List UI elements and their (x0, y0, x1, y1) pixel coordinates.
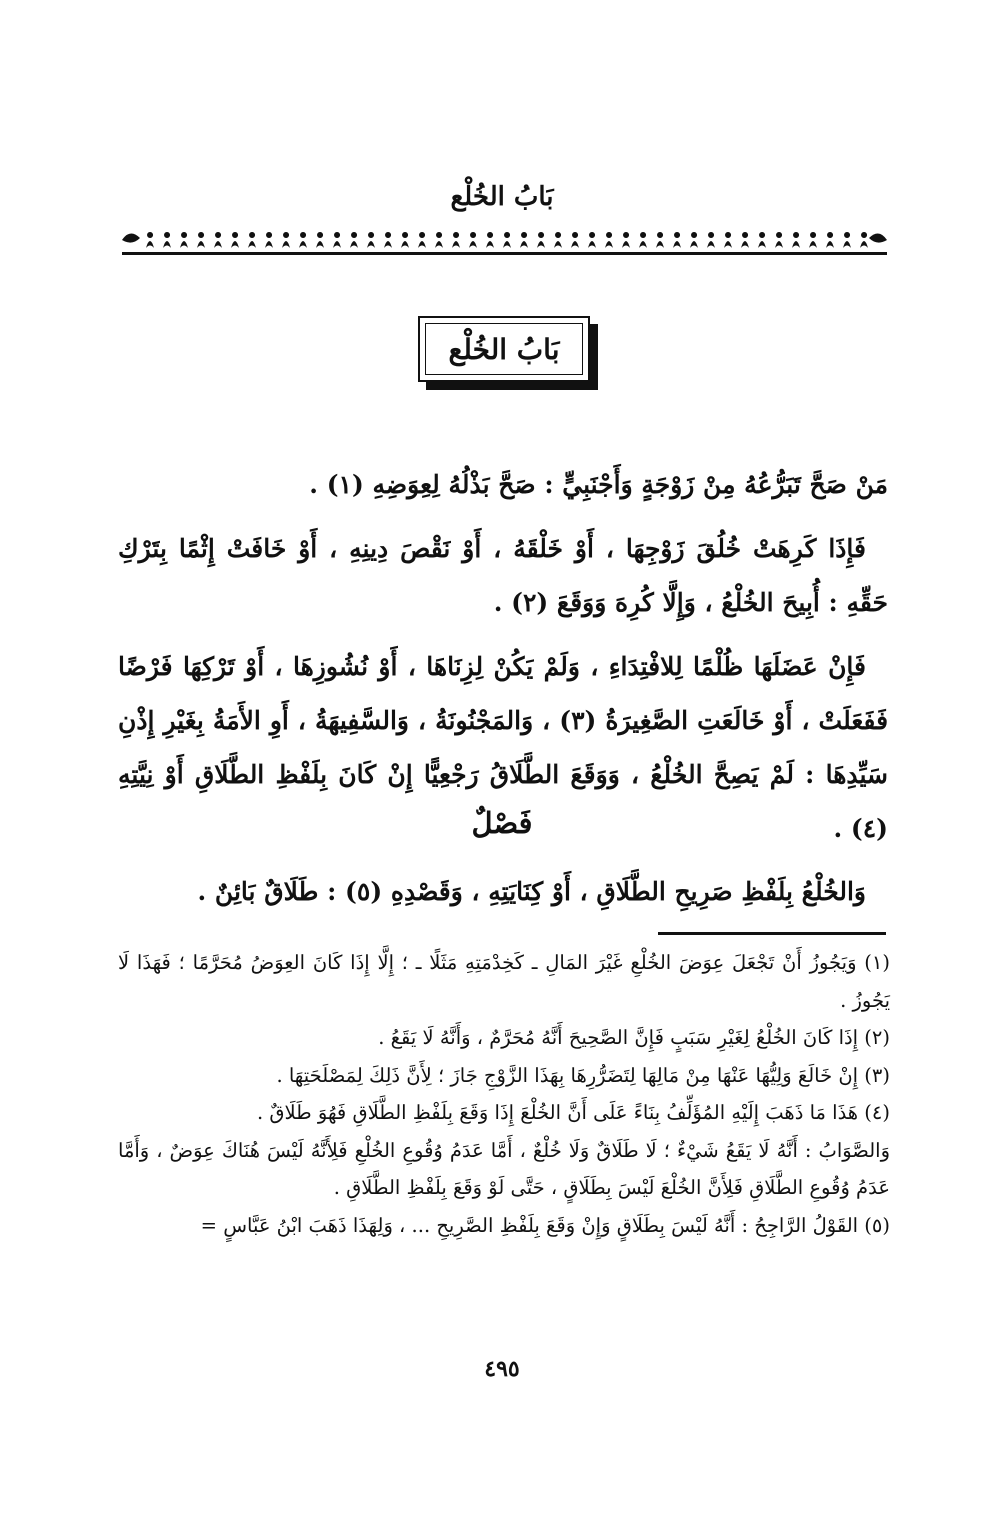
ornament-motif (435, 232, 443, 248)
ornament-motif (775, 232, 783, 248)
ornament-motif (673, 232, 681, 248)
section-heading: فَصْلٌ (471, 806, 533, 840)
chapter-title-box (418, 316, 590, 382)
ornament-motif (758, 232, 766, 248)
ornament-motif (282, 232, 290, 248)
ornament-motif (826, 232, 834, 248)
paragraph-3: فَإِنْ عَضَلَهَا ظُلْمًا لِلافْتِدَاءِ ، وَلَمْ يَكُنْ لِزِنَاهَا ، أَوْ نُشُوزِهَا ، أَوْ تَرْكِهَا فَرْضًا فَفَعَلَتْ ، أَوْ خَالَعَتِ الصَّغِيرَةُ (٣) ، وَالمَجْنُونَةُ ، وَالسَّفِيهَةُ ، أَوِ الأَمَةُ بِغَيْرِ إِذْنِ سَيِّدِهَا : لَمْ يَصِحَّ الخُلْعُ ، وَوَقَعَ الطَّلَاقُ رَجْعِيًّا إِنْ كَانَ بِلَفْظِ الطَّلَاقِ أَوْ نِيَّتِهِ (٤) . (118, 652, 889, 843)
ornament-motif (605, 232, 613, 248)
footnote-1: (١) وَيَجُوزُ أَنْ تَجْعَلَ عِوَضَ الخُلْعِ غَيْرَ المَالِ ـ كَخِدْمَتِهِ مَثَلًا ـ ؛ إِلَّا إِذَا كَانَ العِوَضُ مُحَرَّمًا ؛ فَهَذَا لَا يَجُوزُ . (118, 951, 890, 1012)
footnote-4: (٤) هَذَا مَا ذَهَبَ إِلَيْهِ المُؤَلِّفُ بِنَاءً عَلَى أَنَّ الخُلْعَ إِذَا وَقَعَ بِلَفْظِ الطَّلَاقِ فَهُوَ طَلَاقٌ . (256, 1101, 890, 1124)
ornament-motif (299, 232, 307, 248)
page-number: ٤٩٥ (484, 1356, 520, 1382)
footnote-4-continued: وَالصَّوَابُ : أَنَّهُ لَا يَقَعُ شَيْءٌ ؛ لَا طَلَاقٌ وَلَا خُلْعٌ ، أَمَّا عَدَمُ وُقُوعِ الخُلْعِ فَلِأَنَّهُ لَيْسَ هُنَاكَ عِوَضٌ ، وَأَمَّا عَدَمُ وُقُوعِ الطَّلَاقِ فَلِأَنَّ الخُلْعَ لَيْسَ بِطَلَاقٍ ، حَتَّى لَوْ وَقَعَ بِلَفْظِ الطَّلَاقِ . (118, 1138, 890, 1199)
ornament-motif (197, 232, 205, 248)
paragraph-1: مَنْ صَحَّ تَبَرُّعُهُ مِنْ زَوْجَةٍ وَأَجْنَبِيٍّ : صَحَّ بَذْلُهُ لِعِوَضِهِ (١) . (309, 470, 888, 499)
ornament-motif (180, 232, 188, 248)
ornament-motif (333, 232, 341, 248)
ornament-motif (690, 232, 698, 248)
ornament-motif (724, 232, 732, 248)
ornament-motif (248, 232, 256, 248)
ornament-motif (350, 232, 358, 248)
ornament-motif (792, 232, 800, 248)
ornament-motif (367, 232, 375, 248)
ornament-motif (622, 232, 630, 248)
ornament-motif (656, 232, 664, 248)
footnotes (118, 944, 890, 1244)
footnote-5: (٥) القَوْلُ الرَّاجِحُ : أَنَّهُ لَيْسَ بِطَلَاقٍ وَإِنْ وَقَعَ بِلَفْظِ الصَّرِيحِ ... ، وَلِهَذَا ذَهَبَ ابْنُ عَبَّاسٍ = (200, 1213, 890, 1237)
section-text (118, 866, 888, 918)
footnote-separator (658, 932, 886, 935)
ornament-motif (214, 232, 222, 248)
ornament-motif (384, 232, 392, 248)
ornament-motif (163, 232, 171, 248)
footnote-2: (٢) إِذَا كَانَ الخُلْعُ لِغَيْرِ سَبَبٍ فَإِنَّ الصَّحِيحَ أَنَّهُ مُحَرَّمٌ ، وَأَنَّهُ لَا يَقَعُ . (378, 1026, 890, 1049)
ornament-motif (571, 232, 579, 248)
ornament-motif (265, 232, 273, 248)
ornament-motif (452, 232, 460, 248)
ornament-motif (860, 232, 868, 248)
paragraph-2: فَإِذَا كَرِهَتْ خُلُقَ زَوْجِهَا ، أَوْ خَلْقَهُ ، أَوْ نَقْصَ دِينِهِ ، أَوْ خَافَتْ إِثْمًا بِتَرْكِ حَقِّهِ : أُبِيحَ الخُلْعُ ، وَإِلَّا كُرِهَ وَوَقَعَ (٢) . (118, 534, 888, 617)
ornament-motif (741, 232, 749, 248)
ornament-motif (316, 232, 324, 248)
main-text (118, 458, 888, 866)
ornament-motif (588, 232, 596, 248)
footnote-3: (٣) إِنْ خَالَعَ وَلِيُّهَا عَنْهَا مِنْ مَالِهَا لِتَضَرُّرِهَا بِهَذَا الزَّوْجِ جَازَ ؛ لِأَنَّ ذَلِكَ لِمَصْلَحَتِهَا . (276, 1063, 890, 1087)
ornament-motif (554, 232, 562, 248)
ornament-motif (146, 232, 154, 248)
ornament-motif (469, 232, 477, 248)
ornament-motif (843, 232, 851, 248)
running-head: بَابُ الخُلْع (450, 182, 554, 212)
ornament-motif (707, 232, 715, 248)
ornament-motif (401, 232, 409, 248)
ornament-motif (639, 232, 647, 248)
section-paragraph: وَالخُلْعُ بِلَفْظِ صَرِيحِ الطَّلَاقِ ، أَوْ كِنَايَتِهِ ، وَقَصْدِهِ (٥) : طَلَاقٌ بَائِنٌ . (197, 877, 866, 906)
ornament-motif (231, 232, 239, 248)
ornament-motif (486, 232, 494, 248)
ornament-motif (809, 232, 817, 248)
ornament-motif (520, 232, 528, 248)
chapter-title: بَابُ الخُلْع (425, 323, 583, 375)
ornament-motif (537, 232, 545, 248)
ornamental-border (122, 226, 887, 256)
ornament-motif (418, 232, 426, 248)
ornament-motif (503, 232, 511, 248)
